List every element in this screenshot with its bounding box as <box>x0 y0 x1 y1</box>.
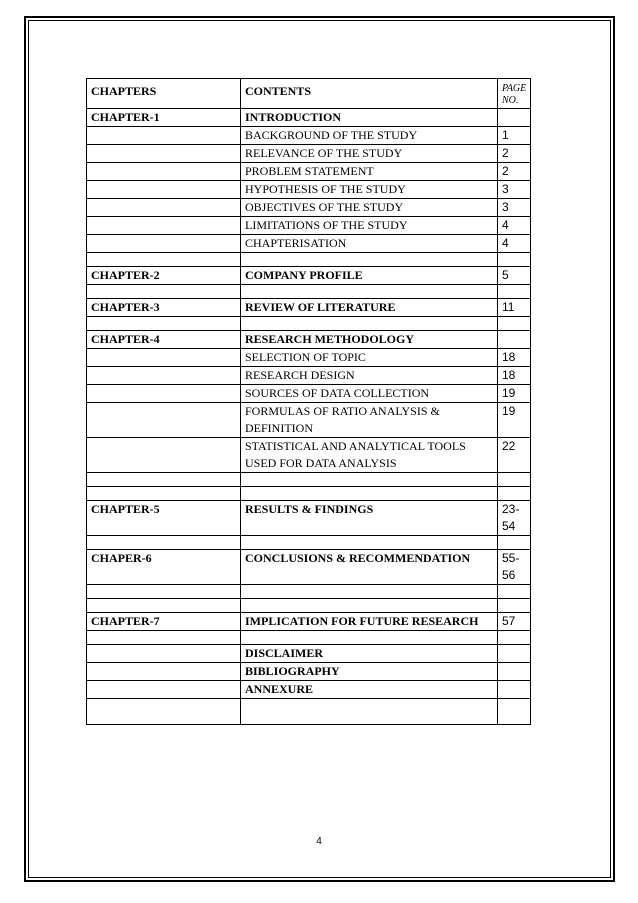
chapter-title: REVIEW OF LITERATURE <box>241 299 498 317</box>
spacer-row <box>87 487 531 501</box>
chapter-label: CHAPER-6 <box>87 550 241 585</box>
section-title: PROBLEM STATEMENT <box>241 163 498 181</box>
page-number-cell: 55-56 <box>498 550 531 585</box>
table-row <box>87 438 531 473</box>
section-title: OBJECTIVES OF THE STUDY <box>241 199 498 217</box>
page-number-cell: 2 <box>498 163 531 181</box>
section-title: RELEVANCE OF THE STUDY <box>241 145 498 163</box>
spacer-row <box>87 536 531 550</box>
chapter-label: CHAPTER-2 <box>87 267 241 285</box>
page-number-cell: 23-54 <box>498 501 531 536</box>
table-row <box>87 235 531 253</box>
spacer-row <box>87 631 531 645</box>
page-number-cell: 18 <box>498 367 531 385</box>
chapter-title: COMPANY PROFILE <box>241 267 498 285</box>
table-row <box>87 681 531 699</box>
page-number-cell: 57 <box>498 613 531 631</box>
chapter-label: CHAPTER-5 <box>87 501 241 536</box>
chapter-label: CHAPTER-3 <box>87 299 241 317</box>
spacer-row <box>87 699 531 725</box>
header-contents: CONTENTS <box>241 79 498 109</box>
table-row <box>87 331 531 349</box>
spacer-row <box>87 599 531 613</box>
page-number-cell: 2 <box>498 145 531 163</box>
spacer-row <box>87 585 531 599</box>
table-row <box>87 645 531 663</box>
header-page-no: PAGE NO. <box>498 79 531 109</box>
table-row <box>87 403 531 438</box>
page-number-cell: 5 <box>498 267 531 285</box>
chapter-label: CHAPTER-4 <box>87 331 241 349</box>
table-row <box>87 199 531 217</box>
page-number-cell: 11 <box>498 299 531 317</box>
spacer-row <box>87 285 531 299</box>
table-row <box>87 181 531 199</box>
chapter-title: INTRODUCTION <box>241 109 498 127</box>
table-row <box>87 385 531 403</box>
page-number-cell: 18 <box>498 349 531 367</box>
page-number-cell: 22 <box>498 438 531 473</box>
table-row <box>87 349 531 367</box>
end-matter-title: DISCLAIMER <box>241 645 498 663</box>
chapter-label: CHAPTER-1 <box>87 109 241 127</box>
header-chapters: CHAPTERS <box>87 79 241 109</box>
table-of-contents <box>86 78 531 725</box>
section-title: BACKGROUND OF THE STUDY <box>241 127 498 145</box>
chapter-title: CONCLUSIONS & RECOMMENDATION <box>241 550 498 585</box>
chapter-label: CHAPTER-7 <box>87 613 241 631</box>
table-row <box>87 217 531 235</box>
page-number-cell: 19 <box>498 403 531 438</box>
section-title: LIMITATIONS OF THE STUDY <box>241 217 498 235</box>
page-number-cell: 3 <box>498 181 531 199</box>
table-row <box>87 501 531 536</box>
spacer-row <box>87 317 531 331</box>
table-row <box>87 163 531 181</box>
page-number-cell: 1 <box>498 127 531 145</box>
page-number-cell: 4 <box>498 217 531 235</box>
table-header-row <box>87 79 531 109</box>
table-row <box>87 109 531 127</box>
page-number-cell: 19 <box>498 385 531 403</box>
spacer-row <box>87 473 531 487</box>
table-row <box>87 613 531 631</box>
section-title: RESEARCH DESIGN <box>241 367 498 385</box>
table-row <box>87 663 531 681</box>
section-title: FORMULAS OF RATIO ANALYSIS & DEFINITION <box>241 403 498 438</box>
spacer-row <box>87 253 531 267</box>
table-row <box>87 550 531 585</box>
table-row <box>87 367 531 385</box>
chapter-title: IMPLICATION FOR FUTURE RESEARCH <box>241 613 498 631</box>
section-title: CHAPTERISATION <box>241 235 498 253</box>
section-title: SELECTION OF TOPIC <box>241 349 498 367</box>
page-number: 4 <box>316 836 322 847</box>
section-title: STATISTICAL AND ANALYTICAL TOOLS USED FOR DATA ANALYSIS <box>241 438 498 473</box>
chapter-title: RESULTS & FINDINGS <box>241 501 498 536</box>
table-row <box>87 299 531 317</box>
table-row <box>87 267 531 285</box>
end-matter-title: ANNEXURE <box>241 681 498 699</box>
page-number-cell: 4 <box>498 235 531 253</box>
table-row <box>87 127 531 145</box>
section-title: SOURCES OF DATA COLLECTION <box>241 385 498 403</box>
section-title: HYPOTHESIS OF THE STUDY <box>241 181 498 199</box>
chapter-title: RESEARCH METHODOLOGY <box>241 331 498 349</box>
table-row <box>87 145 531 163</box>
end-matter-title: BIBLIOGRAPHY <box>241 663 498 681</box>
page-number-cell: 3 <box>498 199 531 217</box>
